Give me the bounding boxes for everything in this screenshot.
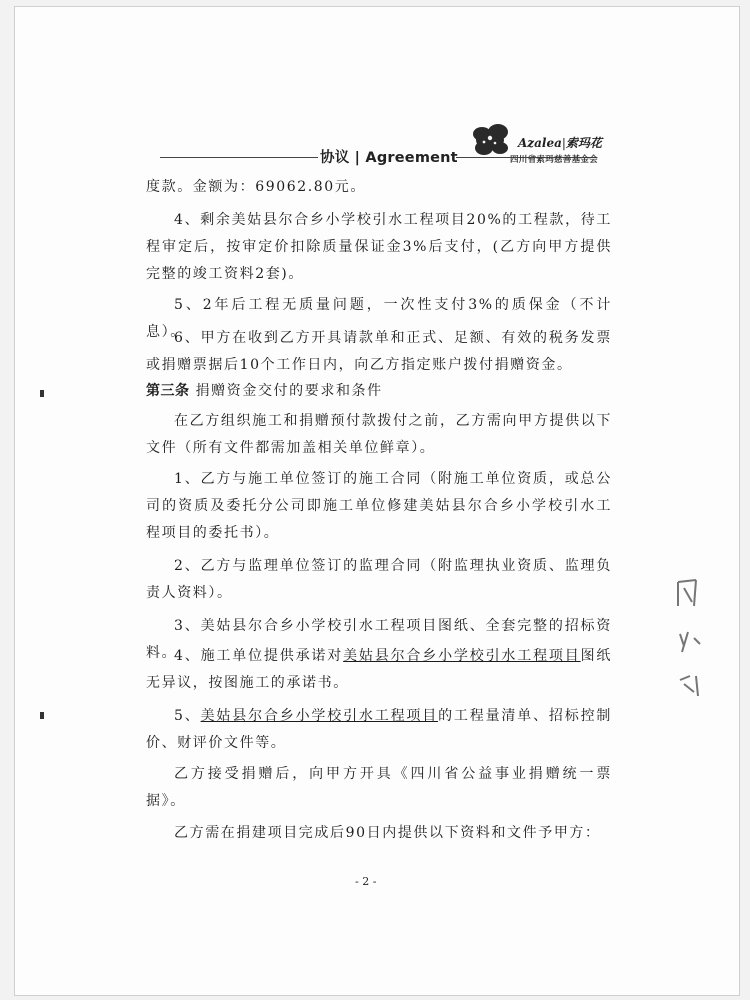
paragraph-item-4 xyxy=(146,643,612,697)
header-rule-left xyxy=(160,157,318,158)
paragraph-clause-5: 5、2年后工程无质量问题，一次性支付3%的质保金（不计息）。 xyxy=(146,297,612,340)
item-5-text-b: 的工程量清单、招标控制价、财评价文件等。 xyxy=(146,708,613,751)
paragraph-item-1: 1、乙方与施工单位签订的施工合同（附施工单位资质，或总公司的资质及委托分公司即施工单位修建美姑县尔合乡小学校引水工程项目的委托书）。 xyxy=(146,471,612,541)
item-4-underlined-project: 美姑县尔合乡小学校引水工程项目 xyxy=(343,648,581,664)
section-3-label: 第三条 xyxy=(146,383,190,399)
section-3-title: 捐赠资金交付的要求和条件 xyxy=(195,383,383,399)
item-5-text-a: 5、 xyxy=(174,708,201,724)
paragraph-item-3: 3、美姑县尔合乡小学校引水工程项目图纸、全套完整的招标资料。 xyxy=(146,618,612,661)
paragraph-receipt: 乙方接受捐赠后，向甲方开具《四川省公益事业捐赠统一票据》。 xyxy=(146,766,612,809)
paragraph-intro: 在乙方组织施工和捐赠预付款拨付之前，乙方需向甲方提供以下文件（所有文件都需加盖相关单位鲜章）。 xyxy=(146,413,612,456)
bleed-through-marks xyxy=(672,572,712,702)
logo-en: Azalea xyxy=(518,136,562,150)
paragraph-item-2: 2、乙方与监理单位签订的监理合同（附监理执业资质、监理负责人资料）。 xyxy=(146,558,612,601)
section-3-heading xyxy=(146,378,612,405)
page-number: - 2 - xyxy=(355,875,377,888)
paragraph-amount: 度款。金额为：69062.80元。 xyxy=(146,179,367,195)
paragraph-documents: 乙方需在捐建项目完成后90日内提供以下资料和文件予甲方： xyxy=(174,825,601,841)
paragraph-item-5 xyxy=(146,703,612,757)
scan-margin-mark xyxy=(40,390,44,397)
item-4-text-a: 4、施工单位提供承诺对 xyxy=(174,648,344,664)
header-title: 协议 | Agreement xyxy=(320,150,458,166)
paragraph-clause-6: 6、甲方在收到乙方开具请款单和正式、足额、有效的税务发票或捐赠票据后10个工作日内，向乙方指定账户拨付捐赠资金。 xyxy=(146,330,612,373)
logo-cn: 索玛花 xyxy=(565,136,602,150)
paragraph-clause-4: 4、剩余美姑县尔合乡小学校引水工程项目20%的工程款，待工程审定后，按审定价扣除质量保证金3%后支付，(乙方向甲方提供完整的竣工资料2套)。 xyxy=(146,212,612,282)
scan-margin-mark xyxy=(40,712,44,719)
logo-separator: | xyxy=(561,136,566,150)
logo-text xyxy=(518,134,602,151)
logo-subtitle: 四川省索玛慈善基金会 xyxy=(510,155,599,165)
item-4-text-b: 图纸无异议，按图施工的承诺书。 xyxy=(146,648,613,691)
item-5-underlined-project: 美姑县尔合乡小学校引水工程项目 xyxy=(200,708,439,724)
